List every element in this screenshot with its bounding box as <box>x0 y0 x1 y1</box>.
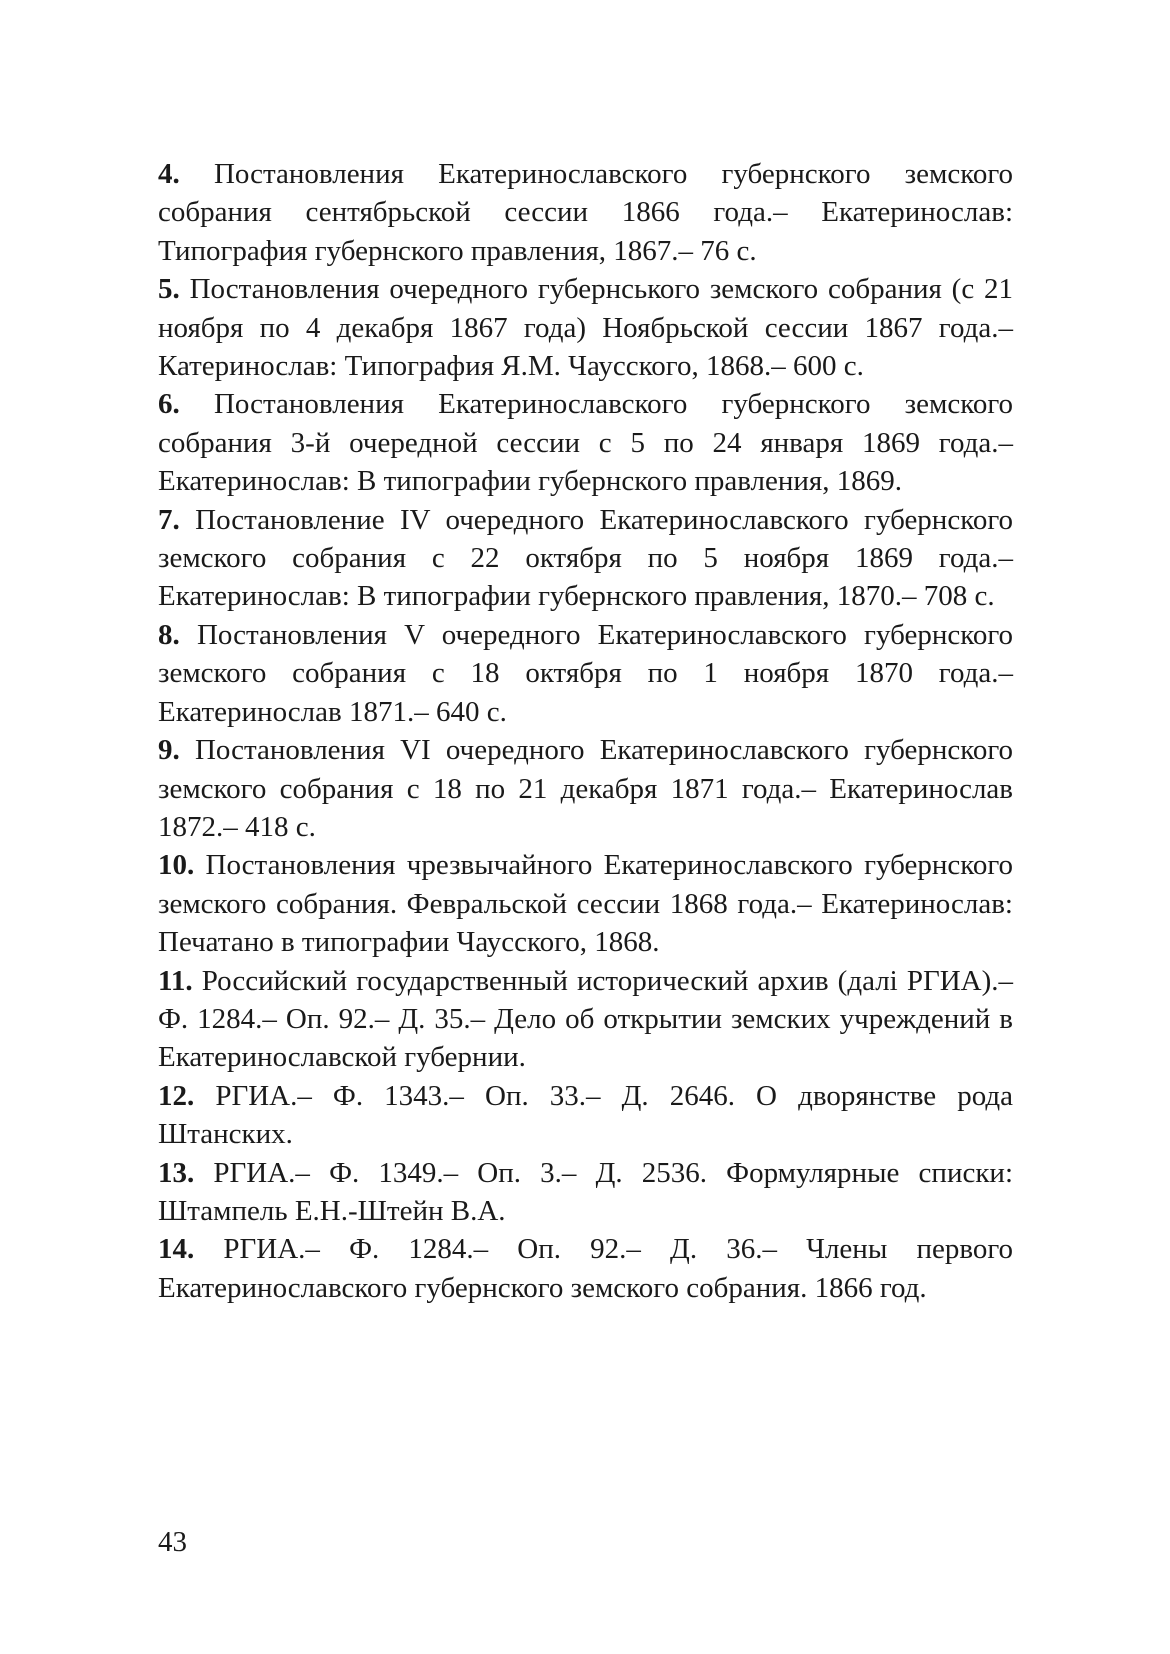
reference-text: Постановления Екатеринославского губернского земского собрания сентябрьской сессии 1866 года.– Екатеринослав: Типография губернского правления, 1867.– 76 с. <box>158 158 1014 267</box>
reference-number: 12. <box>158 1079 195 1112</box>
reference-entry-11 <box>158 962 1013 1077</box>
reference-entry-6 <box>158 385 1013 500</box>
reference-text: Российский государственный исторический архив (далі РГИА).– Ф. 1284.– Оп. 92.– Д. 35.– Дело об открытии земских учреждений в Екатеринославской губернии. <box>158 964 1014 1074</box>
reference-entry-5 <box>158 270 1013 385</box>
reference-number: 14. <box>158 1233 195 1266</box>
reference-number: 8. <box>158 618 180 651</box>
reference-number: 5. <box>158 273 180 306</box>
reference-text: Постановления очередного губернського земского собрания (с 21 ноября по 4 декабря 1867 года) Ноябрьской сессии 1867 года.– Катеринослав: Типография Я.М. Чаусского, 1868.– 600 с. <box>158 273 1014 383</box>
reference-number: 7. <box>158 503 180 536</box>
reference-text: Постановления V очередного Екатеринославского губернского земского собрания с 18 октября по 1 ноября 1870 года.– Екатеринослав 1871.– 640 с. <box>158 618 1013 728</box>
reference-entry-13 <box>158 1154 1013 1231</box>
reference-entry-10 <box>158 846 1013 961</box>
reference-text: Постановления Екатеринославского губернского земского собрания 3-й очередной сессии с 5 по 24 января 1869 года.– Екатеринослав: В типографии губернского правления, 1869. <box>158 388 1014 498</box>
reference-text: РГИА.– Ф. 1343.– Оп. 33.– Д. 2646. О дворянстве рода Штанских. <box>158 1079 1013 1151</box>
reference-number: 4. <box>158 158 180 190</box>
reference-number: 9. <box>158 734 180 767</box>
reference-entry-4 <box>158 155 1013 270</box>
reference-entry-12 <box>158 1077 1013 1154</box>
reference-text: Постановление IV очередного Екатеринославского губернского земского собрания с 22 октября по 5 ноября 1869 года.– Екатеринослав: В типографии губернского правления, 1870.– 708 с. <box>158 503 1013 613</box>
reference-number: 11. <box>158 964 193 997</box>
reference-list <box>158 155 1013 1307</box>
reference-number: 6. <box>158 388 180 421</box>
page-number: 43 <box>158 1526 187 1558</box>
reference-text: РГИА.– Ф. 1284.– Оп. 92.– Д. 36.– Члены первого Екатеринославского губернского земского собрания. 1866 год. <box>158 1233 1014 1304</box>
reference-text: Постановления VI очередного Екатеринославского губернского земского собрания с 18 по 21 декабря 1871 года.– Екатеринослав 1872.– 418 с. <box>158 734 1014 843</box>
reference-number: 13. <box>158 1156 195 1189</box>
reference-entry-14 <box>158 1230 1013 1307</box>
reference-number: 10. <box>158 849 195 882</box>
reference-text: РГИА.– Ф. 1349.– Оп. 3.– Д. 2536. Формулярные списки: Штампель Е.Н.-Штейн В.А. <box>158 1156 1013 1227</box>
reference-text: Постановления чрезвычайного Екатеринославского губернского земского собрания. Февральской сессии 1868 года.– Екатеринослав: Печатано в типографии Чаусского, 1868. <box>158 849 1014 959</box>
reference-entry-7 <box>158 501 1013 616</box>
reference-entry-8 <box>158 616 1013 731</box>
reference-entry-9 <box>158 731 1013 846</box>
